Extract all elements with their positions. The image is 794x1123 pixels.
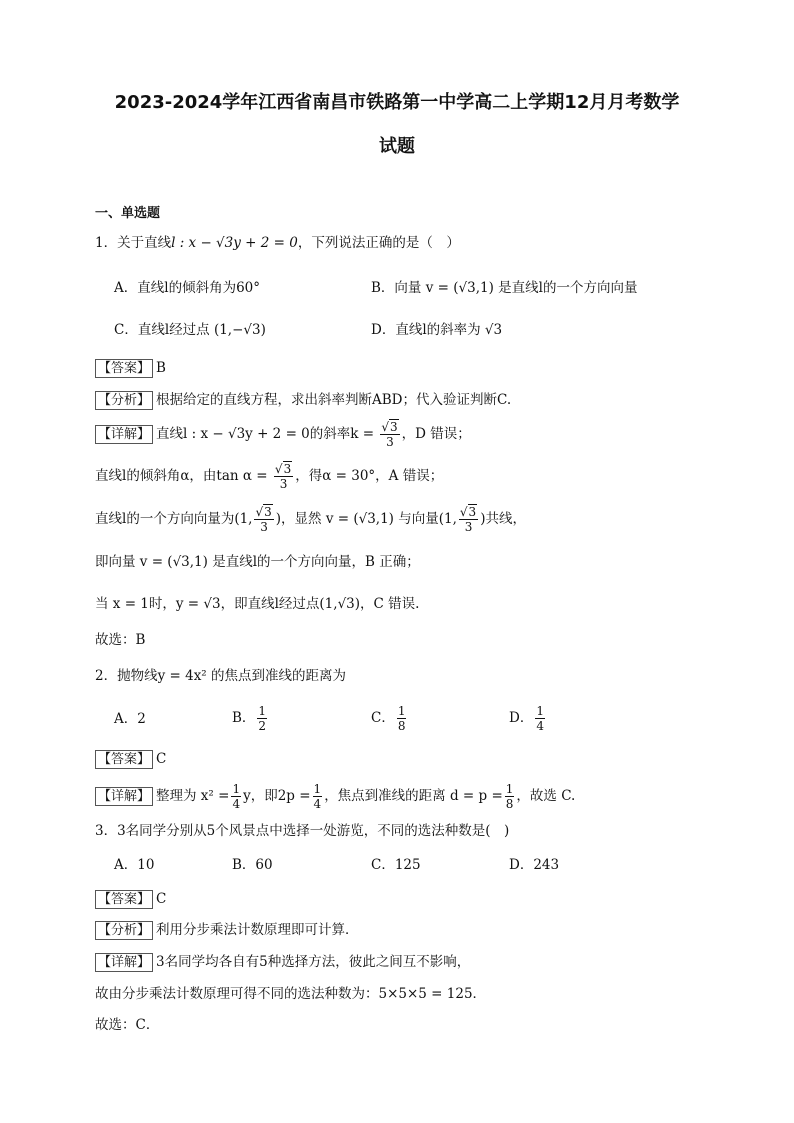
q1-detail-line4: 即向量 v = (√3,1) 是直线l的一个方向向量，B 正确； bbox=[95, 554, 420, 570]
detail-tag: 【详解】 bbox=[95, 953, 153, 972]
q1-frac-den: 3 bbox=[279, 477, 288, 491]
q2-option-d-label: D． bbox=[509, 710, 534, 726]
q1-frac-num: 3 bbox=[264, 505, 272, 519]
q3-detail1: 3名同学均各自有5种选择方法，彼此之间互不影响， bbox=[156, 954, 471, 970]
fraction-1-over-8 bbox=[397, 704, 407, 733]
detail-tag: 【详解】 bbox=[95, 425, 153, 444]
q1-frac-num: 3 bbox=[468, 505, 477, 519]
document-title-line2: 试题 bbox=[379, 136, 415, 157]
frac-den: 4 bbox=[536, 719, 544, 733]
question-3-stem: 3．3名同学分别从5个风景点中选择一处游览，不同的选法种数是( ) bbox=[95, 823, 510, 839]
q1-detail-line3 bbox=[95, 503, 526, 535]
question-2-stem: 2．抛物线y = 4x² 的焦点到准线的距离为 bbox=[95, 668, 347, 684]
fraction-sqrt3-over-3: $\frac{√3}{3}$ bbox=[255, 505, 272, 534]
q2-answer-value: C bbox=[156, 751, 167, 767]
q2-detail-mid2: ，焦点到准线的距离 d = p = bbox=[324, 788, 503, 804]
q1-frac-den: 3 bbox=[464, 520, 473, 534]
frac-den: 8 bbox=[397, 719, 406, 733]
fraction-sqrt3-over-3: $\frac{√3}{3}$ bbox=[274, 462, 292, 491]
q1-stem-post: ，下列说法正确的是（ ） bbox=[297, 235, 460, 251]
q1-analysis bbox=[95, 390, 511, 410]
q2-detail-mid1: y，即2p = bbox=[243, 788, 311, 804]
q1-detail3-mid: )，显然 v = (√3,1) 与向量(1, bbox=[275, 511, 457, 527]
q1-conclusion: 故选：B bbox=[95, 632, 146, 648]
frac-num: 1 bbox=[232, 782, 241, 796]
q1-frac-num: 3 bbox=[283, 462, 292, 476]
question-1-stem bbox=[95, 233, 460, 253]
q2-detail-pre: 整理为 x² = bbox=[156, 788, 230, 804]
q1-detail-line1 bbox=[95, 418, 471, 450]
q1-option-a: A．直线l的倾斜角为60° bbox=[114, 280, 260, 296]
q2-option-b-label: B． bbox=[232, 710, 256, 726]
q2-detail bbox=[95, 779, 575, 813]
detail-tag: 【详解】 bbox=[95, 787, 153, 806]
q1-analysis-text: 根据给定的直线方程，求出斜率判断ABD；代入验证判断C. bbox=[156, 392, 512, 408]
frac-num: 1 bbox=[258, 704, 267, 718]
q3-answer-value: C bbox=[156, 891, 167, 907]
q1-detail1-pre: 直线l : x − √3y + 2 = 0的斜率k = bbox=[156, 426, 375, 442]
q3-analysis bbox=[95, 920, 359, 940]
q3-analysis-text: 利用分步乘法计数原理即可计算． bbox=[156, 922, 359, 938]
q1-detail3-pre: 直线l的一个方向向量为(1, bbox=[95, 511, 253, 527]
q1-stem-pre: 1．关于直线 bbox=[95, 235, 172, 251]
fraction-1-over-8 bbox=[505, 782, 515, 811]
q2-answer bbox=[95, 749, 166, 769]
q3-option-b: B．60 bbox=[232, 857, 273, 873]
q2-option-c bbox=[371, 700, 408, 736]
q1-frac-den: 3 bbox=[260, 520, 268, 534]
q3-option-c: C．125 bbox=[371, 857, 421, 873]
frac-den: 2 bbox=[258, 719, 267, 733]
q2-option-a: A．2 bbox=[114, 711, 146, 727]
q1-option-c: C．直线l经过点 (1,−√3) bbox=[114, 322, 266, 338]
q2-option-c-label: C． bbox=[371, 710, 395, 726]
q3-answer bbox=[95, 889, 166, 909]
frac-num: 1 bbox=[397, 704, 406, 718]
q1-frac-num: 3 bbox=[390, 420, 398, 434]
q1-equation: l : x − √3y + 2 = 0 bbox=[171, 235, 298, 251]
answer-tag: 【答案】 bbox=[95, 750, 153, 769]
q1-detail3-post: )共线， bbox=[480, 511, 526, 527]
q3-option-a: A．10 bbox=[114, 857, 155, 873]
answer-tag: 【答案】 bbox=[95, 359, 153, 378]
document-title-line1: 2023-2024学年江西省南昌市铁路第一中学高二上学期12月月考数学 bbox=[114, 92, 680, 113]
fraction-1-over-2 bbox=[257, 704, 267, 733]
q2-option-d bbox=[509, 700, 547, 736]
q3-detail-line1 bbox=[95, 952, 470, 972]
fraction-sqrt3-over-3: $\frac{√3}{3}$ bbox=[381, 420, 398, 449]
q1-option-d: D．直线l的斜率为 √3 bbox=[371, 322, 503, 338]
frac-num: 1 bbox=[536, 704, 544, 718]
fraction-sqrt3-over-3: $\frac{√3}{3}$ bbox=[459, 505, 477, 534]
frac-den: 8 bbox=[505, 797, 514, 811]
frac-num: 1 bbox=[313, 782, 322, 796]
answer-tag: 【答案】 bbox=[95, 890, 153, 909]
q1-detail-line2 bbox=[95, 460, 443, 492]
analysis-tag: 【分析】 bbox=[95, 391, 153, 410]
q2-option-b bbox=[232, 700, 269, 736]
frac-den: 4 bbox=[232, 797, 241, 811]
q2-detail-post: ，故选 C. bbox=[516, 788, 576, 804]
q3-detail-line2: 故由分步乘法计数原理可得不同的选法种数为：5×5×5 = 125． bbox=[95, 986, 487, 1002]
frac-num: 1 bbox=[505, 782, 514, 796]
q1-detail2-pre: 直线l的倾斜角α，由tan α = bbox=[95, 468, 268, 484]
q1-detail2-post: ，得α = 30°，A 错误； bbox=[295, 468, 444, 484]
section-heading: 一、单选题 bbox=[95, 206, 161, 221]
fraction-1-over-4 bbox=[231, 782, 241, 811]
q1-answer-value: B bbox=[156, 360, 166, 376]
fraction-1-over-4 bbox=[313, 782, 323, 811]
q3-conclusion: 故选：C． bbox=[95, 1017, 160, 1033]
q1-detail1-post: ，D 错误； bbox=[401, 426, 471, 442]
frac-den: 4 bbox=[313, 797, 322, 811]
fraction-1-over-4 bbox=[535, 704, 545, 733]
analysis-tag: 【分析】 bbox=[95, 921, 153, 940]
q1-option-b: B．向量 v = (√3,1) 是直线l的一个方向向量 bbox=[371, 280, 638, 296]
q3-option-d: D．243 bbox=[509, 857, 560, 873]
q1-detail-line5: 当 x = 1时，y = √3，即直线l经过点(1,√3)，C 错误. bbox=[95, 596, 420, 612]
q1-frac-den: 3 bbox=[386, 435, 394, 449]
q1-answer bbox=[95, 358, 166, 378]
